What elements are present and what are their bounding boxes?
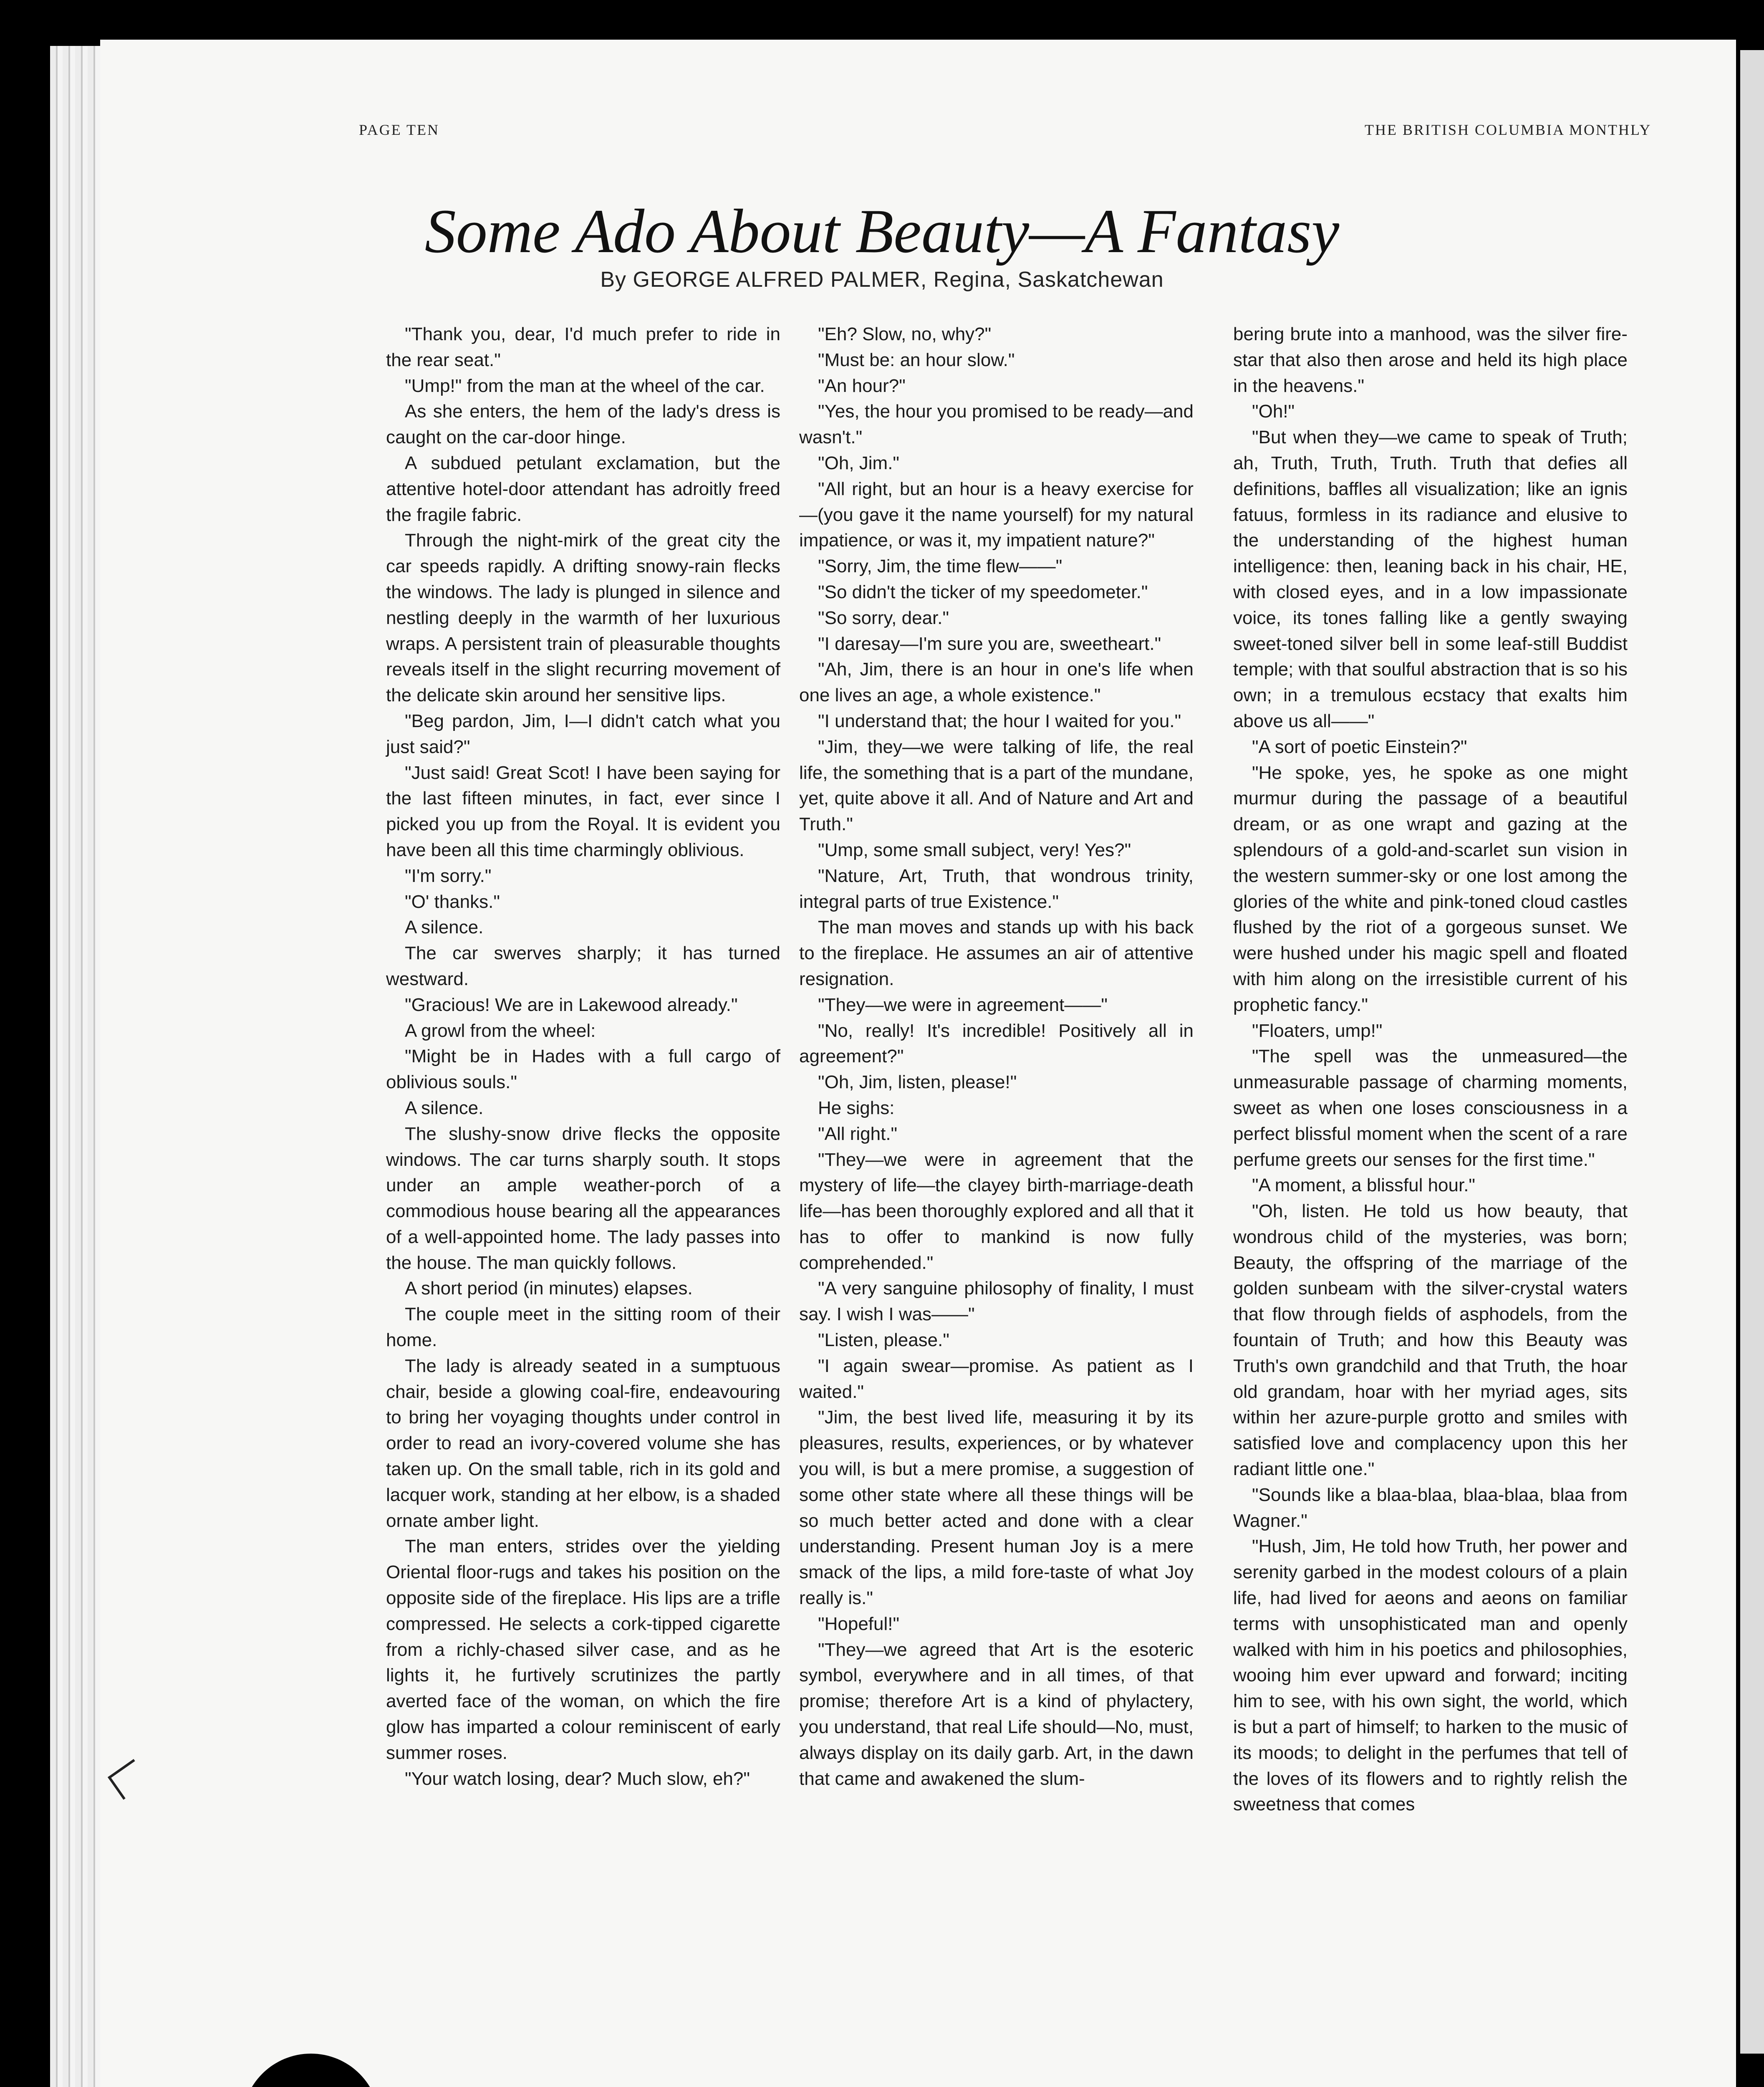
paragraph: He sighs: [818, 1097, 895, 1118]
paragraph: The car swerves sharply; it has turned westward. [386, 943, 780, 989]
facing-page-edge [1740, 50, 1764, 2054]
paragraph: "I daresay—I'm sure you are, sweetheart." [818, 633, 1161, 654]
paragraph: The couple meet in the sitting room of their home. [386, 1304, 780, 1351]
paragraph: "The spell was the unmeasured—the unmeasurable passage of charming moments, sweet as when one loses consciousness in a perfect blissful moment when the scent of a rare perfume greets our senses for the first time." [1233, 1046, 1628, 1170]
article-column-3 [1233, 321, 1628, 1817]
paragraph: "Ump, some small subject, very! Yes?" [818, 839, 1131, 860]
paragraph: "Listen, please." [818, 1330, 949, 1351]
paragraph: The lady is already seated in a sumptuous chair, beside a glowing coal-fire, endeavouring to bring her voyaging thoughts under control in order to read an ivory-covered volume she has taken up. On the small table, rich in its gold and lacquer work, standing at her elbow, is a shaded ornate amber light. [386, 1355, 780, 1531]
page-binding-edges [50, 46, 104, 2087]
paragraph: "Beg pardon, Jim, I—I didn't catch what you just said?" [386, 710, 780, 757]
publication-name: THE BRITISH COLUMBIA MONTHLY [1365, 121, 1652, 138]
paragraph: Through the night-mirk of the great city the car speeds rapidly. A drifting snowy-rain flecks the windows. The lady is plunged in silence and nestling deeply in the warmth of her luxurious wraps. A persistent train of pleasurable thoughts reveals itself in the slight recurring movement of the delicate skin around her sensitive lips. [386, 530, 780, 706]
paragraph: "A moment, a blissful hour." [1252, 1175, 1476, 1196]
paragraph: "Floaters, ump!" [1252, 1020, 1383, 1041]
paragraph: "Sounds like a blaa-blaa, blaa-blaa, blaa from Wagner." [1233, 1484, 1628, 1531]
paragraph: "All right." [818, 1123, 898, 1144]
paragraph: "Nature, Art, Truth, that wondrous trinity, integral parts of true Existence." [799, 865, 1194, 912]
paragraph: "Jim, they—we were talking of life, the real life, the something that is a part of the mundane, yet, quite above it all. And of Nature and Art and Truth." [799, 736, 1194, 835]
paragraph: "Sorry, Jim, the time flew——" [818, 556, 1062, 577]
paragraph: "He spoke, yes, he spoke as one might murmur during the passage of a beautiful dream, or as one wrapt and gazing at the splendours of a gold-and-scarlet sun vision in the western summer-sky or one lost among the glories of the white and pink-toned cloud castles flushed by the riot of a gorgeous sunset. We were hushed under his magic spell and floated with him along on the irresistible current of his prophetic fancy." [1233, 762, 1628, 1015]
paragraph: "But when they—we came to speak of Truth; ah, Truth, Truth, Truth. Truth that defies all definitions, baffles all visualization; like an ignis fatuus, formless in its radiance and elusive to the understanding of the highest human intelligence: then, leaning back in his chair, HE, with closed eyes, and in a low impassionate voice, its tones falling like a gently swaying sweet-toned silver bell in some leaf-still Buddist temple; with that soulful abstraction that is so his own; in a tremulous ecstacy that exalts him above us all——" [1233, 427, 1628, 731]
paragraph: "They—we were in agreement that the mystery of life—the clayey birth-marriage-death life—has been thoroughly explored and all that it has to offer to mankind is now fully comprehended." [799, 1149, 1194, 1273]
paragraph: "Hopeful!" [818, 1613, 900, 1634]
paragraph: A silence. [405, 917, 484, 938]
paragraph: "Yes, the hour you promised to be ready—and wasn't." [799, 401, 1194, 448]
paragraph: "No, really! It's incredible! Positively all in agreement?" [799, 1020, 1194, 1067]
paragraph: "Might be in Hades with a full cargo of oblivious souls." [386, 1046, 780, 1093]
paragraph: "Your watch losing, dear? Much slow, eh?" [405, 1768, 750, 1789]
paragraph: bering brute into a manhood, was the silver fire-star that also then arose and held its high place in the heavens." [1233, 324, 1628, 396]
paragraph: "Thank you, dear, I'd much prefer to ride in the rear seat." [386, 324, 780, 370]
paragraph: "Jim, the best lived life, measuring it by its pleasures, results, experiences, or by whatever you will, is but a mere promise, a suggestion of some other state where all these things will be so much better acted and done with a clear understanding. Present human Joy is a mere smack of the lips, a mild fore-taste of what Joy really is." [799, 1407, 1194, 1609]
paragraph: A silence. [405, 1097, 484, 1118]
article-byline: By GEORGE ALFRED PALMER, Regina, Saskatchewan [600, 268, 1164, 292]
paragraph: "Just said! Great Scot! I have been saying for the last fifteen minutes, in fact, ever since I picked you up from the Royal. It is evident you have been all this time charmingly oblivious. [386, 762, 780, 860]
paragraph: "They—we agreed that Art is the esoteric symbol, everywhere and in all times, of that promise; therefore Art is a kind of phylactery, you understand, that real Life should—No, must, always display on its daily garb. Art, in the dawn that came and awakened the slum- [799, 1639, 1194, 1789]
article-title: Some Ado About Beauty—A Fantasy [424, 197, 1340, 266]
paragraph: "Oh, Jim, listen, please!" [818, 1072, 1017, 1093]
paragraph: "Must be: an hour slow." [818, 349, 1015, 370]
paragraph: "Ump!" from the man at the wheel of the car. [405, 375, 765, 396]
article-column-2 [799, 321, 1194, 1791]
paragraph: "I again swear—promise. As patient as I waited." [799, 1355, 1194, 1402]
paragraph: "Oh, listen. He told us how beauty, that wondrous child of the mysteries, was born; Beauty, the offspring of the marriage of the golden sunbeam with the silver-crystal waters that flow through fields of asphodels, from the fountain of Truth; and how this Beauty was Truth's own grandchild and that Truth, the hoar old grandam, hoar with her myriad ages, sits within her azure-purple grotto and smiles with satisfied love and complacency upon this her radiant little one." [1233, 1201, 1628, 1480]
article-column-1 [386, 321, 780, 1791]
paragraph: The man enters, strides over the yielding Oriental floor-rugs and takes his position on the opposite side of the fireplace. His lips are a trifle compressed. He selects a cork-tipped cigarette from a richly-chased silver case, and as he lights it, he furtively scrutinizes the partly averted face of the woman, on which the fire glow has imparted a colour reminiscent of early summer roses. [386, 1536, 780, 1763]
paragraph: "Gracious! We are in Lakewood already." [405, 994, 738, 1015]
paragraph: "So didn't the ticker of my speedometer." [818, 581, 1148, 602]
paragraph: "A very sanguine philosophy of finality, I must say. I wish I was——" [799, 1278, 1194, 1325]
paragraph: "I understand that; the hour I waited for you." [818, 710, 1181, 731]
paragraph: A growl from the wheel: [405, 1020, 596, 1041]
paragraph: "Oh, Jim." [818, 452, 900, 473]
paragraph: "O' thanks." [405, 891, 500, 912]
paragraph: "Eh? Slow, no, why?" [818, 324, 992, 344]
paragraph: "They—we were in agreement——" [818, 994, 1108, 1015]
paragraph: The slushy-snow drive flecks the opposite windows. The car turns sharply south. It stops under an ample weather-porch of a commodious house bearing all the appearances of a well-appointed home. The lady passes into the house. The man quickly follows. [386, 1123, 780, 1273]
paragraph: "Ah, Jim, there is an hour in one's life when one lives an age, a whole existence." [799, 659, 1194, 706]
paragraph: The man moves and stands up with his back to the fireplace. He assumes an air of attentive resignation. [799, 917, 1194, 989]
paragraph: As she enters, the hem of the lady's dress is caught on the car-door hinge. [386, 401, 780, 448]
paragraph: "All right, but an hour is a heavy exercise for—(you gave it the name yourself) for my natural impatience, or was it, my impatient nature?" [799, 478, 1194, 551]
paragraph: "An hour?" [818, 375, 906, 396]
paragraph: "I'm sorry." [405, 865, 492, 886]
paragraph: A subdued petulant exclamation, but the attentive hotel-door attendant has adroitly freed the fragile fabric. [386, 452, 780, 525]
paragraph: "Oh!" [1252, 401, 1295, 422]
paragraph: A short period (in minutes) elapses. [405, 1278, 693, 1299]
paragraph: "A sort of poetic Einstein?" [1252, 736, 1467, 757]
paragraph: "So sorry, dear." [818, 607, 949, 628]
page-number-label: PAGE TEN [359, 121, 440, 138]
paragraph: "Hush, Jim, He told how Truth, her power and serenity garbed in the modest colours of a plain life, had lived for aeons and aeons on familiar terms with unsophisticated man and openly walked with him in his poetics and philosophies, wooing him ever upward and forward; inciting him to see, with his own sight, the world, which is but a part of himself; to harken to the music of its moods; to delight in the perfumes that tell of the loves of its flowers and to rightly relish the sweetness that comes [1233, 1536, 1628, 1815]
